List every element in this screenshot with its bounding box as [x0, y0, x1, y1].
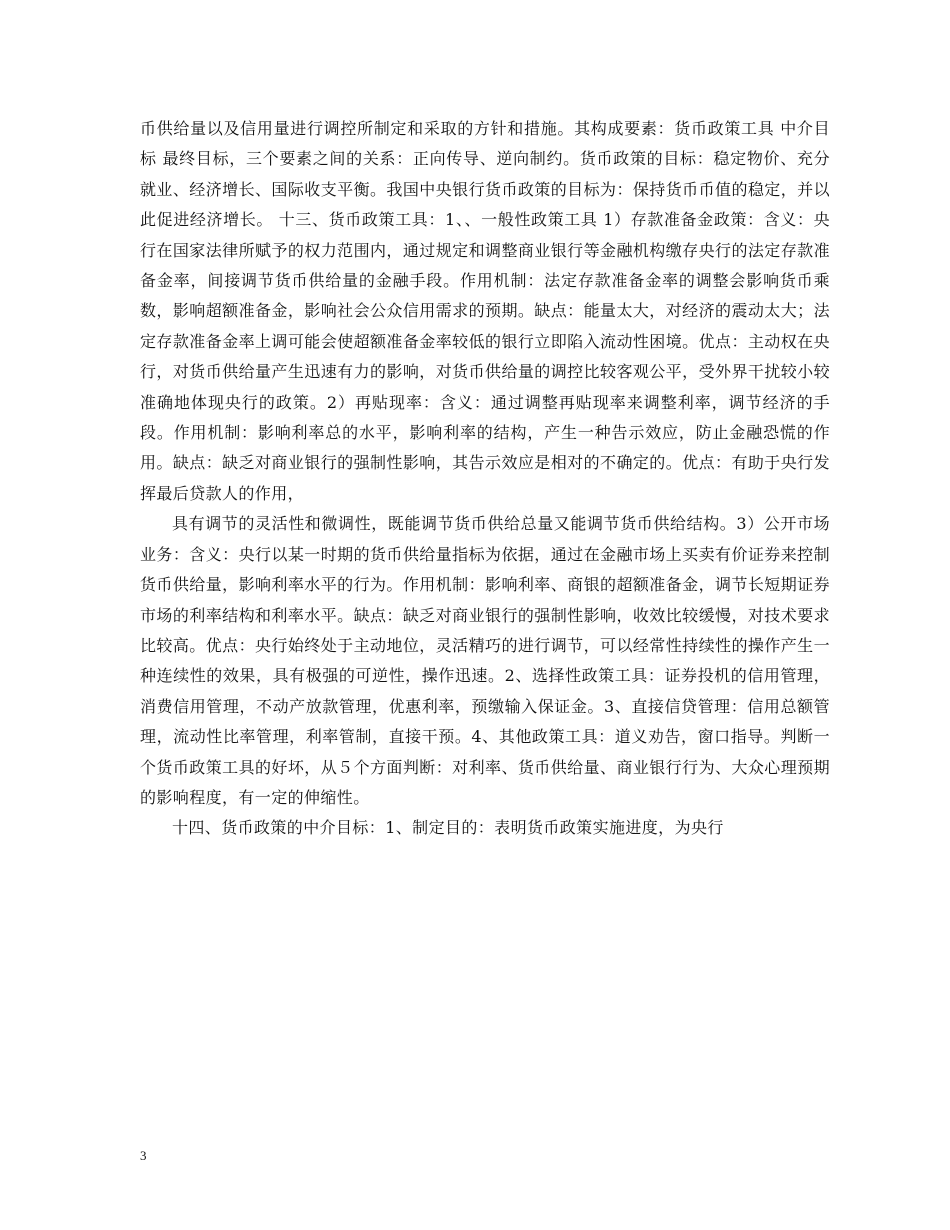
page-number: 3: [140, 1148, 147, 1163]
paragraph-3: 十四、货币政策的中介目标：1、制定目的：表明货币政策实施进度，为央行: [172, 818, 724, 838]
paragraph-2: 具有调节的灵活性和微调性，既能调节货币供给总量又能调节货币供给结构。3）公开市场业务：含义：央行以某一时期的货币供给量指标为依据，通过在金融市场上买卖有价证券来控制货币供给量，影响利率水平的行为。作用机制：影响利率、商银的超额准备金，调节长短期证券市场的利率结构和利率水平。缺点：缺乏对商业银行的强制性影响，收效比较缓慢，对技术要求比较高。优点：央行始终处于主动地位，灵活精巧的进行调节，可以经常性持续性的操作产生一种连续性的效果，具有极强的可逆性，操作迅速。2、选择性政策工具：证券投机的信用管理，消费信用管理，不动产放款管理，优惠利率，预缴输入保证金。3、直接信贷管理：信用总额管理，流动性比率管理，利率管制，直接干预。4、其他政策工具：道义劝告，窗口指导。判断一个货币政策工具的好坏，从５个方面判断：对利率、货币供给量、商业银行行为、大众心理预期的影响程度，有一定的伸缩性。: [140, 514, 830, 807]
page-body: [140, 114, 830, 844]
paragraph-1: 币供给量以及信用量进行调控所制定和采取的方针和措施。其构成要素：货币政策工具 中介目标 最终目标，三个要素之间的关系：正向传导、逆向制约。货币政策的目标：稳定物价、充分就业、经济增长、国际收支平衡。我国中央银行货币政策的目标为：保持货币币值的稳定，并以此促进经济增长。 十三、货币政策工具：1、、一般性政策工具 1）存款准备金政策：含义：央行在国家法律所赋予的权力范围内，通过规定和调整商业银行等金融机构缴存央行的法定存款准备金率，间接调节货币供给量的金融手段。作用机制：法定存款准备金率的调整会影响货币乘数，影响超额准备金，影响社会公众信用需求的预期。缺点：能量太大，对经济的震动太大；法定存款准备金率上调可能会使超额准备金率较低的银行立即陷入流动性困境。优点：主动权在央行，对货币供给量产生迅速有力的影响，对货币供给量的调控比较客观公平，受外界干扰较小较准确地体现央行的政策。2）再贴现率：含义：通过调整再贴现率来调整利率，调节经济的手段。作用机制：影响利率总的水平，影响利率的结构，产生一种告示效应，防止金融恐慌的作用。缺点：缺乏对商业银行的强制性影响，其告示效应是相对的不确定的。优点：有助于央行发挥最后贷款人的作用，: [140, 119, 830, 503]
